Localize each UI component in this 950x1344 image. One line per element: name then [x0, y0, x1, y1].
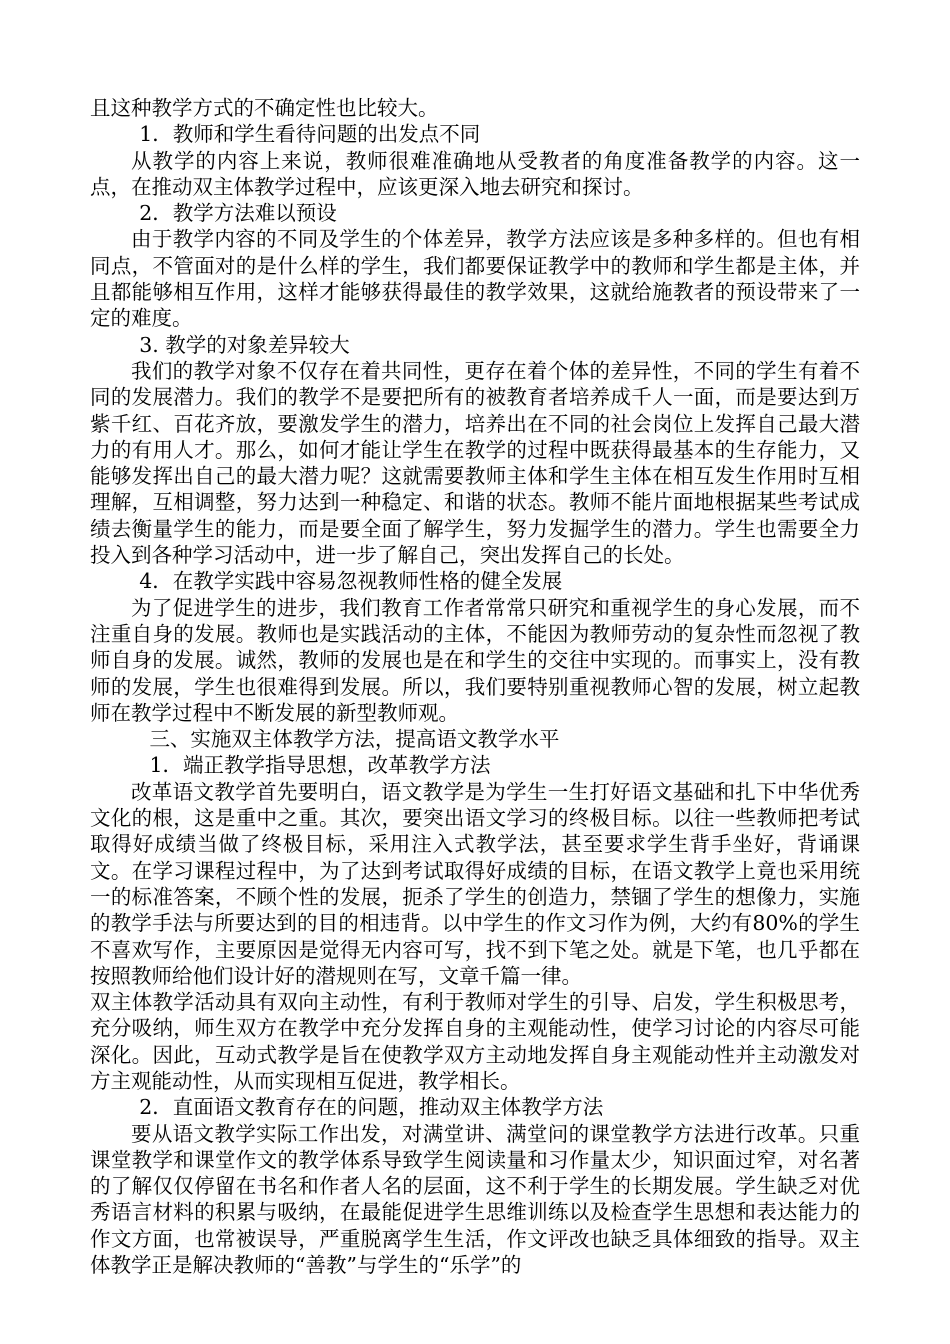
paragraph: 为了促进学生的进步，我们教育工作者常常只研究和重视学生的身心发展，而不注重自身的发展。教师也是实践活动的主体，不能因为教师劳动的复杂性而忽视了教师自身的发展。诚然，教师的发展也是在和学生的交往中实现的。而事实上，没有教师的发展，学生也很难得到发展。所以，我们要特别重视教师心智的发展，树立起教师在教学过程中不断发展的新型教师观。 — [90, 595, 860, 725]
paragraph: 我们的教学对象不仅存在着共同性，更存在着个体的差异性，不同的学生有着不同的发展潜力。我们的教学不是要把所有的被教育者培养成千人一面，而是要达到万紫千红、百花齐放，要激发学生的潜力，培养出在不同的社会岗位上发挥自己最大潜力的有用人才。那么，如何才能让学生在教学的过程中既获得最基本的生存能力，又能够发挥出自己的最大潜力呢？这就需要教师主体和学生主体在相互发生作用时互相理解，互相调整，努力达到一种稳定、和谐的状态。教师不能片面地根据某些考试成绩去衡量学生的能力，而是要全面了解学生，努力发掘学生的潜力。学生也需要全力投入到各种学习活动中，进一步了解自己，突出发挥自己的长处。 — [90, 358, 860, 568]
subsection-heading: 3. 教学的对象差异较大 — [139, 332, 350, 357]
subsection-heading: 2．直面语文教育存在的问题，推动双主体教学方法 — [139, 1095, 604, 1120]
subsection-heading: 1．教师和学生看待问题的出发点不同 — [139, 122, 481, 147]
paragraph: 改革语文教学首先要明白，语文教学是为学生一生打好语文基础和扎下中华优秀文化的根，这是重中之重。其次，要突出语文学习的终极目标。以往一些教师把考试取得好成绩当做了终极目标，采用注入式教学法，甚至要求学生背手坐好，背诵课文。在学习课程过程中，为了达到考试取得好成绩的目标，在语文教学上竟也采用统一的标准答案，不顾个性的发展，扼杀了学生的创造力，禁锢了学生的想像力，实施的教学手法与所要达到的目的相违背。以中学生的作文习作为例，大约有80%的学生不喜欢写作，主要原因是觉得无内容可写，找不到下笔之处。就是下笔，也几乎都在按照教师给他们设计好的潜规则在写，文章千篇一律。 — [90, 779, 860, 988]
paragraph: 要从语文教学实际工作出发，对满堂讲、满堂问的课堂教学方法进行改革。只重课堂教学和课堂作文的教学体系导致学生阅读量和习作量太少，知识面过窄，对名著的了解仅仅停留在书名和作者人名的层面，这不利于学生的长期发展。学生缺乏对优秀语言材料的积累与吸纳，在最能促进学生思维训练以及检查学生思想和表达能力的作文方面，也常被误导，严重脱离学生生活，作文评改也缺乏具体细致的指导。双主体教学正是解决教师的“善教”与学生的“乐学”的 — [90, 1121, 860, 1278]
document-page — [90, 95, 860, 1278]
paragraph: 从教学的内容上来说，教师很难准确地从受教者的角度准备教学的内容。这一点，在推动双主体教学过程中，应该更深入地去研究和探讨。 — [90, 148, 860, 199]
subsection-heading: 1．端正教学指导思想，改革教学方法 — [149, 753, 491, 778]
paragraph: 双主体教学活动具有双向主动性，有利于教师对学生的引导、启发，学生积极思考，充分吸纳，师生双方在教学中充分发挥自身的主观能动性，使学习讨论的内容尽可能深化。因此，互动式教学是旨在使教学双方主动地发挥自身主观能动性并主动激发对方主观能动性，从而实现相互促进，教学相长。 — [90, 990, 860, 1093]
paragraph: 且这种教学方式的不确定性也比较大。 — [90, 96, 439, 120]
subsection-heading: 4．在教学实践中容易忽视教师性格的健全发展 — [139, 569, 563, 594]
section-heading: 三、实施双主体教学方法，提高语文教学水平 — [149, 727, 560, 752]
paragraph: 由于教学内容的不同及学生的个体差异，教学方法应该是多种多样的。但也有相同点，不管面对的是什么样的学生，我们都要保证教学中的教师和学生都是主体，并且都能够相互作用，这样才能够获得最佳的教学效果，这就给施教者的预设带来了一定的难度。 — [90, 227, 860, 331]
subsection-heading: 2．教学方法难以预设 — [139, 201, 337, 226]
